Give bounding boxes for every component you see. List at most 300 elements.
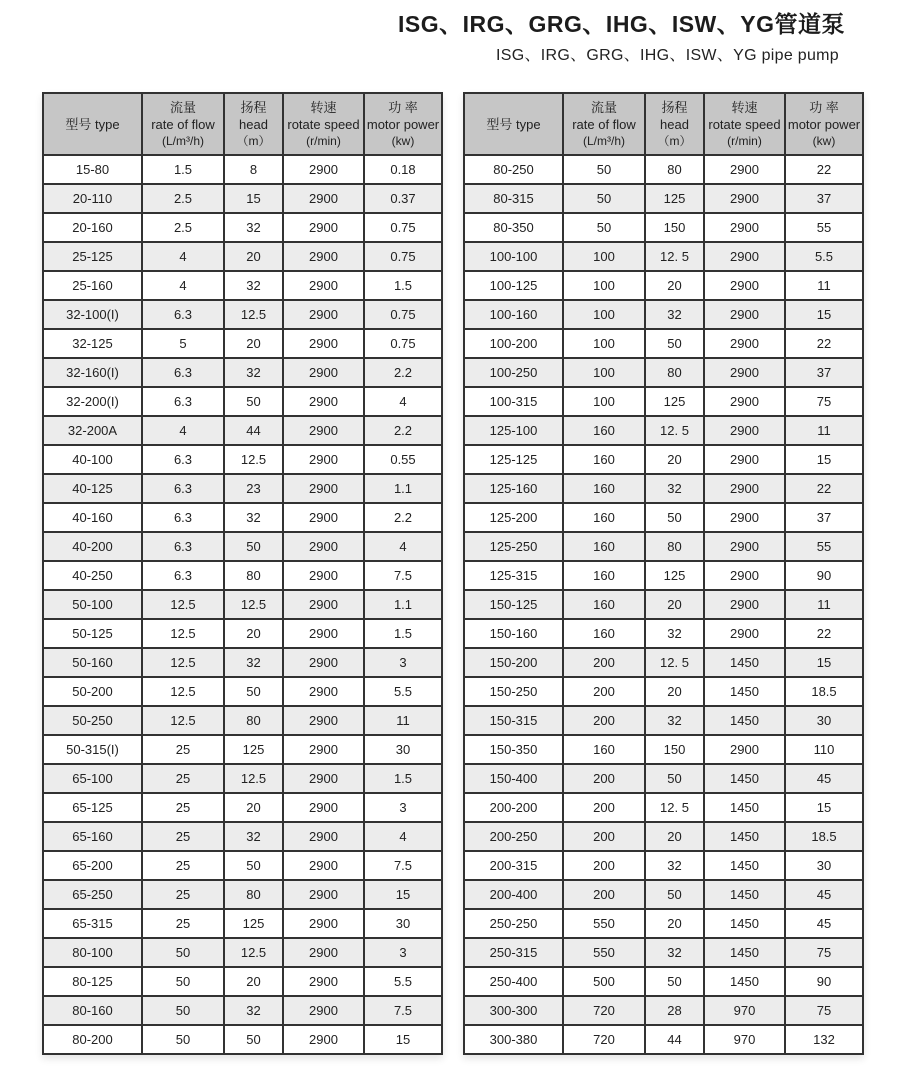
cell-rate-of-flow: 12.5 — [142, 677, 224, 706]
table-row — [43, 300, 442, 329]
column-header-motor-power — [364, 93, 442, 155]
cell-head: 80 — [645, 358, 704, 387]
cell-head: 12.5 — [224, 938, 283, 967]
table-row — [464, 358, 863, 387]
table-row — [43, 677, 442, 706]
pump-spec-table-left — [42, 92, 443, 1055]
cell-motor-power: 2.2 — [364, 416, 442, 445]
cell-rotate-speed: 2900 — [283, 677, 364, 706]
cell-rotate-speed: 1450 — [704, 938, 785, 967]
cell-rate-of-flow: 160 — [563, 561, 645, 590]
cell-type: 40-250 — [43, 561, 142, 590]
column-header-line: (r/min) — [306, 134, 341, 148]
table-row — [464, 271, 863, 300]
cell-rate-of-flow: 550 — [563, 938, 645, 967]
cell-type: 150-200 — [464, 648, 563, 677]
table-row — [464, 735, 863, 764]
cell-rate-of-flow: 6.3 — [142, 474, 224, 503]
cell-rate-of-flow: 200 — [563, 822, 645, 851]
cell-motor-power: 90 — [785, 561, 863, 590]
cell-motor-power: 45 — [785, 880, 863, 909]
cell-rate-of-flow: 160 — [563, 474, 645, 503]
table-row — [43, 532, 442, 561]
table-row — [43, 706, 442, 735]
cell-motor-power: 22 — [785, 329, 863, 358]
cell-type: 40-200 — [43, 532, 142, 561]
cell-rotate-speed: 2900 — [283, 793, 364, 822]
cell-motor-power: 75 — [785, 387, 863, 416]
cell-type: 125-200 — [464, 503, 563, 532]
cell-head: 12. 5 — [645, 242, 704, 271]
cell-rotate-speed: 2900 — [283, 184, 364, 213]
cell-rotate-speed: 2900 — [283, 445, 364, 474]
cell-motor-power: 75 — [785, 996, 863, 1025]
cell-type: 200-400 — [464, 880, 563, 909]
table-row — [43, 242, 442, 271]
cell-head: 12.5 — [224, 764, 283, 793]
cell-motor-power: 15 — [785, 793, 863, 822]
table-row — [43, 445, 442, 474]
cell-rotate-speed: 1450 — [704, 909, 785, 938]
page-title: ISG、IRG、GRG、IHG、ISW、YG管道泵 — [398, 11, 845, 37]
cell-rotate-speed: 2900 — [704, 619, 785, 648]
cell-type: 250-315 — [464, 938, 563, 967]
cell-type: 100-100 — [464, 242, 563, 271]
cell-head: 150 — [645, 213, 704, 242]
cell-rotate-speed: 2900 — [283, 387, 364, 416]
cell-type: 200-200 — [464, 793, 563, 822]
cell-rotate-speed: 2900 — [704, 271, 785, 300]
cell-rate-of-flow: 6.3 — [142, 532, 224, 561]
cell-type: 150-160 — [464, 619, 563, 648]
cell-type: 20-160 — [43, 213, 142, 242]
table-row — [43, 590, 442, 619]
cell-rotate-speed: 2900 — [704, 445, 785, 474]
cell-rotate-speed: 2900 — [283, 155, 364, 184]
cell-rate-of-flow: 25 — [142, 880, 224, 909]
table-row — [43, 996, 442, 1025]
table-row — [464, 822, 863, 851]
cell-type: 100-250 — [464, 358, 563, 387]
cell-rotate-speed: 1450 — [704, 677, 785, 706]
cell-head: 12. 5 — [645, 793, 704, 822]
cell-type: 50-160 — [43, 648, 142, 677]
table-row — [464, 938, 863, 967]
cell-head: 50 — [645, 503, 704, 532]
cell-head: 150 — [645, 735, 704, 764]
table-row — [43, 561, 442, 590]
cell-motor-power: 5.5 — [364, 967, 442, 996]
cell-rate-of-flow: 50 — [142, 1025, 224, 1054]
cell-motor-power: 11 — [364, 706, 442, 735]
cell-rotate-speed: 2900 — [704, 532, 785, 561]
cell-motor-power: 1.5 — [364, 619, 442, 648]
cell-type: 80-250 — [464, 155, 563, 184]
cell-motor-power: 1.1 — [364, 474, 442, 503]
cell-motor-power: 37 — [785, 184, 863, 213]
column-header-line: 流量 — [590, 100, 617, 115]
cell-rotate-speed: 2900 — [704, 184, 785, 213]
cell-head: 15 — [224, 184, 283, 213]
cell-type: 125-125 — [464, 445, 563, 474]
cell-rate-of-flow: 5 — [142, 329, 224, 358]
cell-head: 20 — [645, 909, 704, 938]
cell-type: 32-160(I) — [43, 358, 142, 387]
cell-rate-of-flow: 100 — [563, 300, 645, 329]
cell-head: 50 — [224, 677, 283, 706]
cell-rate-of-flow: 12.5 — [142, 619, 224, 648]
cell-rotate-speed: 1450 — [704, 822, 785, 851]
table-row — [464, 619, 863, 648]
table-row — [43, 938, 442, 967]
cell-head: 50 — [224, 387, 283, 416]
cell-type: 50-100 — [43, 590, 142, 619]
cell-rotate-speed: 1450 — [704, 706, 785, 735]
cell-type: 125-315 — [464, 561, 563, 590]
cell-rate-of-flow: 200 — [563, 851, 645, 880]
cell-rate-of-flow: 160 — [563, 735, 645, 764]
cell-motor-power: 55 — [785, 532, 863, 561]
table-row — [43, 822, 442, 851]
cell-head: 125 — [224, 909, 283, 938]
table-row — [464, 880, 863, 909]
header-row — [464, 93, 863, 155]
cell-rate-of-flow: 4 — [142, 416, 224, 445]
cell-head: 44 — [645, 1025, 704, 1054]
cell-rotate-speed: 2900 — [704, 213, 785, 242]
cell-rotate-speed: 1450 — [704, 793, 785, 822]
cell-rotate-speed: 2900 — [283, 1025, 364, 1054]
cell-motor-power: 22 — [785, 155, 863, 184]
cell-type: 25-160 — [43, 271, 142, 300]
cell-rate-of-flow: 50 — [563, 213, 645, 242]
table-row — [464, 242, 863, 271]
cell-motor-power: 4 — [364, 387, 442, 416]
table-row — [43, 213, 442, 242]
cell-rate-of-flow: 25 — [142, 735, 224, 764]
cell-motor-power: 7.5 — [364, 996, 442, 1025]
cell-rate-of-flow: 6.3 — [142, 445, 224, 474]
cell-rate-of-flow: 200 — [563, 880, 645, 909]
cell-motor-power: 0.75 — [364, 329, 442, 358]
cell-head: 125 — [645, 184, 704, 213]
cell-rate-of-flow: 4 — [142, 242, 224, 271]
table-row — [464, 213, 863, 242]
cell-type: 32-200(I) — [43, 387, 142, 416]
column-header-line: head — [239, 117, 268, 132]
table-row — [464, 155, 863, 184]
cell-rotate-speed: 2900 — [283, 416, 364, 445]
cell-rate-of-flow: 1.5 — [142, 155, 224, 184]
column-header-line: rotate speed — [708, 117, 781, 132]
column-header-line: head — [660, 117, 689, 132]
cell-motor-power: 37 — [785, 358, 863, 387]
cell-type: 150-350 — [464, 735, 563, 764]
cell-head: 50 — [224, 851, 283, 880]
cell-type: 100-315 — [464, 387, 563, 416]
cell-motor-power: 37 — [785, 503, 863, 532]
table-row — [464, 1025, 863, 1054]
column-header-line: 扬程 — [240, 100, 267, 115]
cell-motor-power: 30 — [364, 909, 442, 938]
cell-type: 80-200 — [43, 1025, 142, 1054]
table-row — [464, 300, 863, 329]
page-subtitle: ISG、IRG、GRG、IHG、ISW、YG pipe pump — [496, 47, 839, 64]
cell-head: 32 — [224, 503, 283, 532]
cell-rate-of-flow: 160 — [563, 503, 645, 532]
cell-head: 8 — [224, 155, 283, 184]
cell-motor-power: 0.55 — [364, 445, 442, 474]
column-header-line: (L/m³/h) — [162, 134, 204, 148]
table-header — [43, 93, 442, 155]
cell-type: 100-200 — [464, 329, 563, 358]
cell-rotate-speed: 2900 — [704, 329, 785, 358]
cell-rate-of-flow: 12.5 — [142, 648, 224, 677]
cell-rate-of-flow: 50 — [142, 967, 224, 996]
table-row — [464, 793, 863, 822]
cell-head: 80 — [224, 706, 283, 735]
cell-type: 250-400 — [464, 967, 563, 996]
table-row — [464, 851, 863, 880]
cell-head: 32 — [645, 938, 704, 967]
cell-rate-of-flow: 100 — [563, 358, 645, 387]
cell-motor-power: 30 — [785, 706, 863, 735]
cell-head: 125 — [645, 387, 704, 416]
cell-type: 32-125 — [43, 329, 142, 358]
cell-rotate-speed: 1450 — [704, 764, 785, 793]
cell-rate-of-flow: 100 — [563, 271, 645, 300]
cell-motor-power: 0.37 — [364, 184, 442, 213]
cell-rate-of-flow: 200 — [563, 648, 645, 677]
cell-type: 25-125 — [43, 242, 142, 271]
column-header-line: （m） — [657, 134, 692, 148]
cell-type: 200-250 — [464, 822, 563, 851]
cell-motor-power: 18.5 — [785, 677, 863, 706]
table-row — [464, 590, 863, 619]
cell-head: 125 — [645, 561, 704, 590]
cell-head: 32 — [224, 822, 283, 851]
cell-head: 20 — [224, 242, 283, 271]
table-row — [43, 764, 442, 793]
cell-rotate-speed: 2900 — [283, 706, 364, 735]
cell-head: 12.5 — [224, 300, 283, 329]
cell-type: 40-160 — [43, 503, 142, 532]
cell-rotate-speed: 2900 — [283, 735, 364, 764]
table-row — [464, 416, 863, 445]
column-header-rate-of-flow — [563, 93, 645, 155]
cell-motor-power: 4 — [364, 822, 442, 851]
cell-head: 50 — [645, 967, 704, 996]
cell-rate-of-flow: 12.5 — [142, 706, 224, 735]
cell-rotate-speed: 2900 — [283, 996, 364, 1025]
cell-type: 100-125 — [464, 271, 563, 300]
cell-motor-power: 11 — [785, 590, 863, 619]
cell-rate-of-flow: 200 — [563, 793, 645, 822]
table-row — [43, 1025, 442, 1054]
cell-head: 80 — [224, 880, 283, 909]
cell-motor-power: 0.18 — [364, 155, 442, 184]
cell-type: 20-110 — [43, 184, 142, 213]
cell-motor-power: 4 — [364, 532, 442, 561]
cell-motor-power: 3 — [364, 938, 442, 967]
cell-head: 23 — [224, 474, 283, 503]
cell-head: 32 — [645, 619, 704, 648]
cell-motor-power: 18.5 — [785, 822, 863, 851]
cell-rotate-speed: 2900 — [283, 851, 364, 880]
cell-head: 32 — [645, 300, 704, 329]
cell-rate-of-flow: 4 — [142, 271, 224, 300]
cell-motor-power: 7.5 — [364, 561, 442, 590]
table-row — [464, 996, 863, 1025]
table-row — [43, 184, 442, 213]
cell-type: 200-315 — [464, 851, 563, 880]
cell-rate-of-flow: 500 — [563, 967, 645, 996]
cell-rate-of-flow: 50 — [142, 938, 224, 967]
cell-rate-of-flow: 2.5 — [142, 213, 224, 242]
header-row — [43, 93, 442, 155]
cell-rotate-speed: 1450 — [704, 851, 785, 880]
table-row — [43, 474, 442, 503]
cell-motor-power: 5.5 — [364, 677, 442, 706]
table-row — [464, 677, 863, 706]
cell-motor-power: 3 — [364, 648, 442, 677]
cell-motor-power: 22 — [785, 619, 863, 648]
cell-rate-of-flow: 100 — [563, 242, 645, 271]
cell-rotate-speed: 2900 — [283, 300, 364, 329]
cell-head: 20 — [224, 967, 283, 996]
column-header-line: motor power — [787, 117, 861, 132]
table-row — [464, 764, 863, 793]
cell-rate-of-flow: 550 — [563, 909, 645, 938]
page-header — [0, 0, 900, 65]
cell-rotate-speed: 2900 — [283, 822, 364, 851]
cell-rate-of-flow: 200 — [563, 706, 645, 735]
cell-rotate-speed: 970 — [704, 996, 785, 1025]
cell-head: 50 — [645, 880, 704, 909]
table-row — [464, 445, 863, 474]
column-header-line: (r/min) — [727, 134, 762, 148]
cell-rate-of-flow: 50 — [563, 155, 645, 184]
cell-rate-of-flow: 6.3 — [142, 387, 224, 416]
cell-head: 50 — [224, 1025, 283, 1054]
cell-rate-of-flow: 720 — [563, 996, 645, 1025]
column-header-line: 功 率 — [809, 100, 839, 115]
cell-rotate-speed: 2900 — [283, 358, 364, 387]
cell-rotate-speed: 2900 — [283, 503, 364, 532]
cell-rate-of-flow: 25 — [142, 909, 224, 938]
column-header-line: (kw) — [812, 134, 836, 148]
column-header-line: (L/m³/h) — [583, 134, 625, 148]
cell-head: 32 — [645, 706, 704, 735]
column-header-rate-of-flow — [142, 93, 224, 155]
column-header-line: rotate speed — [287, 117, 360, 132]
cell-head: 80 — [645, 532, 704, 561]
cell-rotate-speed: 2900 — [283, 909, 364, 938]
cell-rotate-speed: 1450 — [704, 648, 785, 677]
table-row — [43, 909, 442, 938]
cell-head: 125 — [224, 735, 283, 764]
cell-rotate-speed: 2900 — [704, 416, 785, 445]
cell-type: 300-300 — [464, 996, 563, 1025]
table-row — [43, 793, 442, 822]
cell-type: 65-200 — [43, 851, 142, 880]
cell-motor-power: 110 — [785, 735, 863, 764]
cell-rotate-speed: 2900 — [704, 242, 785, 271]
cell-head: 20 — [645, 271, 704, 300]
table-row — [464, 184, 863, 213]
pump-spec-table-right — [463, 92, 864, 1055]
table-row — [464, 532, 863, 561]
table-row — [43, 880, 442, 909]
table-row — [464, 561, 863, 590]
column-header-line: 转速 — [310, 100, 337, 115]
cell-rate-of-flow: 160 — [563, 416, 645, 445]
table-row — [464, 503, 863, 532]
table-row — [464, 967, 863, 996]
cell-rate-of-flow: 200 — [563, 677, 645, 706]
cell-head: 12. 5 — [645, 648, 704, 677]
cell-motor-power: 11 — [785, 416, 863, 445]
cell-type: 50-200 — [43, 677, 142, 706]
cell-rate-of-flow: 6.3 — [142, 561, 224, 590]
cell-head: 20 — [645, 822, 704, 851]
column-header-type — [464, 93, 563, 155]
cell-rotate-speed: 2900 — [283, 329, 364, 358]
cell-motor-power: 11 — [785, 271, 863, 300]
cell-rotate-speed: 1450 — [704, 967, 785, 996]
column-header-line: 转速 — [731, 100, 758, 115]
cell-rate-of-flow: 160 — [563, 590, 645, 619]
cell-rate-of-flow: 6.3 — [142, 300, 224, 329]
cell-motor-power: 1.1 — [364, 590, 442, 619]
cell-type: 40-100 — [43, 445, 142, 474]
table-row — [43, 735, 442, 764]
cell-motor-power: 22 — [785, 474, 863, 503]
cell-type: 32-200A — [43, 416, 142, 445]
cell-rotate-speed: 2900 — [283, 474, 364, 503]
cell-motor-power: 1.5 — [364, 271, 442, 300]
table-row — [43, 648, 442, 677]
table-body — [464, 155, 863, 1054]
table-row — [43, 851, 442, 880]
cell-rotate-speed: 2900 — [283, 213, 364, 242]
cell-head: 32 — [224, 996, 283, 1025]
cell-head: 12. 5 — [645, 416, 704, 445]
cell-type: 15-80 — [43, 155, 142, 184]
table-row — [464, 706, 863, 735]
table-row — [43, 387, 442, 416]
cell-type: 40-125 — [43, 474, 142, 503]
cell-motor-power: 15 — [785, 445, 863, 474]
column-header-line: rate of flow — [151, 117, 215, 132]
cell-type: 125-160 — [464, 474, 563, 503]
cell-rotate-speed: 2900 — [704, 155, 785, 184]
cell-rotate-speed: 2900 — [283, 764, 364, 793]
column-header-rotate-speed — [704, 93, 785, 155]
table-row — [464, 648, 863, 677]
cell-motor-power: 30 — [364, 735, 442, 764]
cell-head: 20 — [645, 445, 704, 474]
cell-rate-of-flow: 100 — [563, 387, 645, 416]
column-header-line: 流量 — [169, 100, 196, 115]
cell-motor-power: 1.5 — [364, 764, 442, 793]
cell-rate-of-flow: 6.3 — [142, 358, 224, 387]
cell-rotate-speed: 2900 — [283, 938, 364, 967]
table-row — [464, 329, 863, 358]
cell-rotate-speed: 2900 — [283, 242, 364, 271]
column-header-head — [224, 93, 283, 155]
cell-rate-of-flow: 160 — [563, 445, 645, 474]
